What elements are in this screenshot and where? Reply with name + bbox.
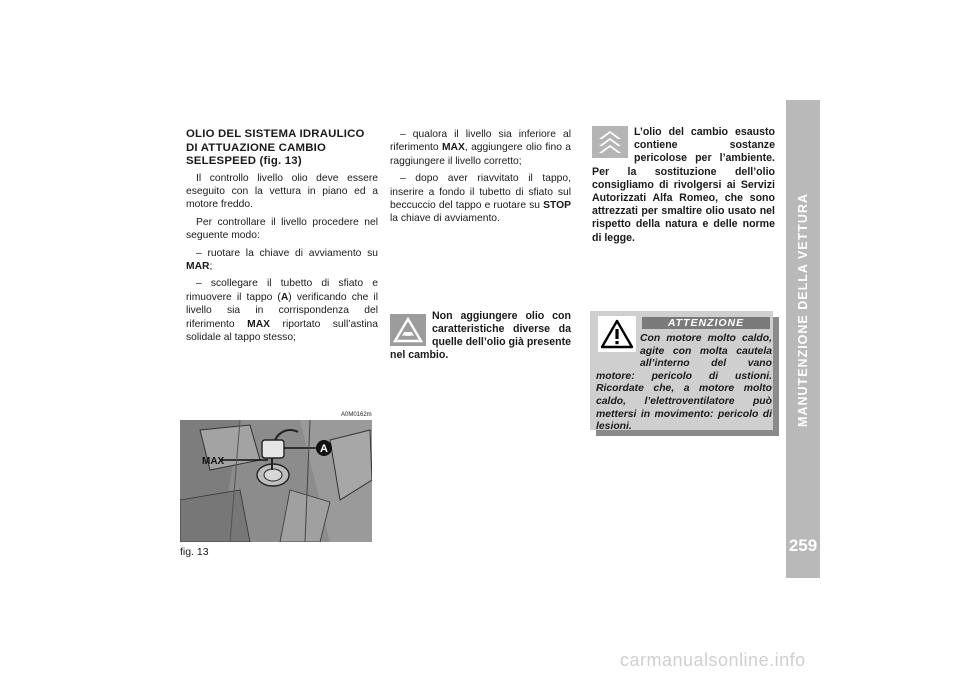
engine-bay-drawing bbox=[180, 420, 372, 542]
paragraph-4 bbox=[186, 277, 378, 344]
p4-text: – scollegare il tubetto di sfiato e rimuovere il tappo ( bbox=[186, 278, 378, 303]
figure-code: A0M0162m bbox=[341, 412, 372, 418]
p4-post: riportato sull’astina solidale al tappo stesso; bbox=[186, 318, 379, 343]
paragraph-3 bbox=[186, 247, 378, 274]
p5-post: , aggiungere olio fino a raggiungere il livello corretto; bbox=[390, 142, 571, 167]
column-1 bbox=[186, 128, 378, 348]
paragraph-5 bbox=[390, 128, 571, 168]
section-title-text: MANUTENZIONE DELLA VETTURA bbox=[796, 193, 810, 427]
figure-reference: (fig. 13) bbox=[256, 155, 302, 167]
note-car-text: Non aggiungere olio con caratteristiche diverse da quelle dell’olio già presente nel cambio. bbox=[390, 310, 571, 361]
note-car bbox=[390, 310, 571, 362]
warning-header: ATTENZIONE bbox=[642, 317, 770, 329]
column-2 bbox=[390, 128, 571, 230]
p3-text: – ruotare la chiave di avviamento su bbox=[196, 247, 378, 259]
p4-mid: ) verificando che il livello sia in corrispondenza del riferimento bbox=[186, 291, 378, 330]
watermark: carmanualsonline.info bbox=[620, 650, 806, 670]
p6-text: – dopo aver riavvitato il tappo, inserire a fondo il tubetto di sfiato sul beccuccio del tappo e ruotare su bbox=[390, 173, 571, 212]
page-number: 259 bbox=[788, 536, 818, 555]
section-title-vertical bbox=[786, 100, 820, 520]
heading-line-1: OLIO DEL SISTEMA IDRAULICO bbox=[186, 128, 365, 140]
p3-post: ; bbox=[209, 260, 213, 272]
warning-text: Con motore molto caldo, agite con molta cautela all’interno del vano motore: pericolo di ustioni. Ricordate che, a motore molto caldo, l’elettroventilatore può mettersi in movimento: pericolo di lesioni. bbox=[596, 333, 772, 433]
p5-bold: MAX bbox=[441, 142, 465, 154]
figure-13-image bbox=[180, 420, 372, 542]
p5-text: – qualora il livello sia inferiore al riferimento bbox=[390, 129, 571, 154]
note-environment-text: L’olio del cambio esausto contiene sostanze pericolose per l’ambiente. Per la sostituzione dell’olio consigliamo di rivolgersi ai Servizi Autorizzati Alfa Romeo, che sono attrezzati per smaltire olio usato nel rispetto della natura e delle norme di legge. bbox=[592, 126, 775, 244]
paragraph-1: Il controllo livello olio deve essere eseguito con la vettura in piano ed a motore freddo. bbox=[186, 172, 378, 211]
warning-text-block bbox=[596, 333, 772, 434]
heading-line-2: DI ATTUAZIONE CAMBIO bbox=[186, 141, 327, 154]
label-a: A bbox=[320, 443, 328, 455]
p6-post: la chiave di avviamento. bbox=[390, 213, 500, 225]
p4-bold-max: MAX bbox=[247, 318, 271, 330]
p3-bold: MAR bbox=[186, 260, 210, 272]
section-heading bbox=[186, 128, 378, 169]
p4-bold-a: A bbox=[280, 291, 289, 303]
paragraph-6 bbox=[390, 172, 571, 226]
label-max: MAX bbox=[202, 456, 225, 467]
p6-bold: STOP bbox=[543, 200, 571, 212]
figure-caption: fig. 13 bbox=[180, 546, 209, 558]
environment-icon bbox=[592, 126, 628, 158]
paragraph-2: Per controllare il livello procedere nel seguente modo: bbox=[186, 216, 378, 242]
warning-spacer bbox=[596, 333, 640, 359]
heading-line-3: SELESPEED bbox=[186, 155, 257, 167]
car-hazard-icon bbox=[390, 314, 426, 346]
note-environment bbox=[592, 126, 775, 245]
